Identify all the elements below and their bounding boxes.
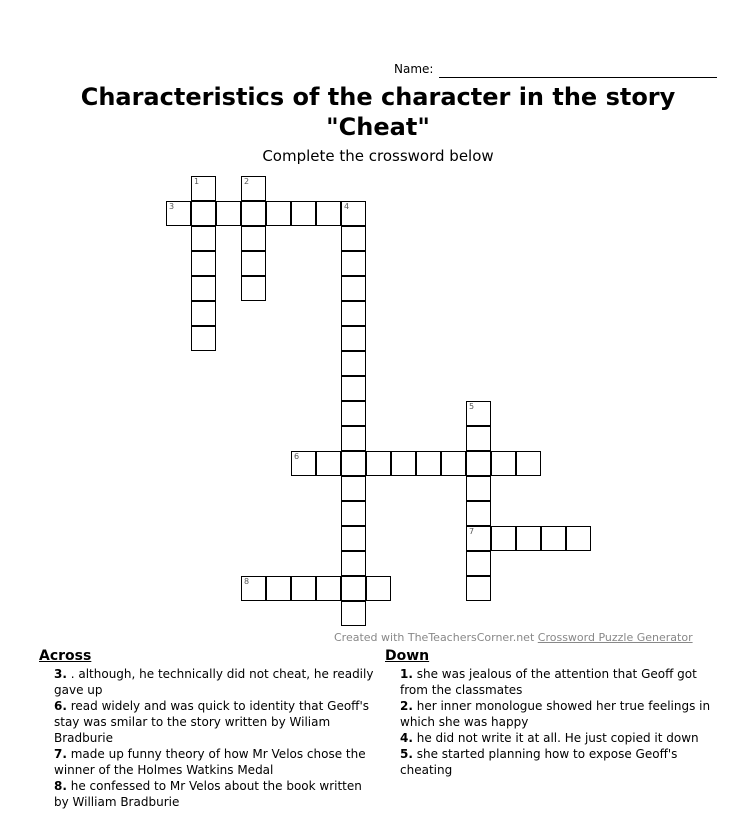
crossword-cell[interactable]	[191, 226, 216, 251]
crossword-cell[interactable]	[341, 201, 366, 226]
cell-number: 7	[469, 527, 475, 536]
clue-text: she started planning how to expose Geoff's cheating	[400, 747, 678, 777]
crossword-cell[interactable]	[291, 201, 316, 226]
crossword-cell[interactable]	[166, 201, 191, 226]
crossword-cell[interactable]	[341, 476, 366, 501]
crossword-cell[interactable]	[241, 201, 266, 226]
crossword-cell[interactable]	[266, 201, 291, 226]
clue-number: 8.	[54, 779, 67, 793]
clue-number: 4.	[400, 731, 413, 745]
clue-text: her inner monologue showed her true feelings in which she was happy	[400, 699, 711, 729]
clue-number: 2.	[400, 699, 413, 713]
page-title: Characteristics of the character in the story "Cheat"	[80, 83, 676, 141]
crossword-cell[interactable]	[341, 426, 366, 451]
cell-number: 1	[194, 177, 200, 186]
crossword-cell[interactable]	[366, 451, 391, 476]
crossword-cell[interactable]	[241, 176, 266, 201]
crossword-cell[interactable]	[466, 426, 491, 451]
crossword-cell[interactable]	[316, 451, 341, 476]
crossword-cell[interactable]	[516, 451, 541, 476]
crossword-cell[interactable]	[441, 451, 466, 476]
clue-number: 6.	[54, 699, 67, 713]
cell-number: 2	[244, 177, 250, 186]
crossword-cell[interactable]	[466, 501, 491, 526]
clue-item	[39, 778, 379, 810]
crossword-cell[interactable]	[341, 401, 366, 426]
crossword-cell[interactable]	[516, 526, 541, 551]
cell-number: 3	[169, 202, 175, 211]
clue-item	[39, 666, 379, 698]
name-label: Name:	[394, 62, 434, 76]
crossword-cell[interactable]	[341, 276, 366, 301]
clue-item	[385, 666, 725, 698]
clue-number: 5.	[400, 747, 413, 761]
page-subtitle: Complete the crossword below	[262, 147, 494, 165]
crossword-cell[interactable]	[491, 526, 516, 551]
crossword-cell[interactable]	[291, 576, 316, 601]
clue-item	[39, 746, 379, 778]
crossword-cell[interactable]	[341, 451, 366, 476]
crossword-cell[interactable]	[466, 551, 491, 576]
crossword-cell[interactable]	[416, 451, 441, 476]
crossword-cell[interactable]	[391, 451, 416, 476]
crossword-cell[interactable]	[341, 301, 366, 326]
crossword-cell[interactable]	[466, 526, 491, 551]
clue-text: she was jealous of the attention that Geoff got from the classmates	[400, 667, 697, 697]
crossword-cell[interactable]	[266, 576, 291, 601]
crossword-cell[interactable]	[191, 301, 216, 326]
clue-text: read widely and was quick to identity that Geoff's stay was smilar to the story written by Wiliam Bradburie	[54, 699, 370, 745]
credit-line	[334, 631, 693, 644]
crossword-cell[interactable]	[341, 251, 366, 276]
crossword-cell[interactable]	[241, 276, 266, 301]
clue-text: he did not write it at all. He just copied it down	[412, 731, 699, 745]
crossword-cell[interactable]	[191, 276, 216, 301]
clue-item	[39, 698, 379, 746]
crossword-cell[interactable]	[241, 226, 266, 251]
clue-item	[385, 698, 725, 730]
crossword-cell[interactable]	[341, 576, 366, 601]
crossword-cell[interactable]	[466, 401, 491, 426]
across-heading: Across	[39, 648, 92, 664]
crossword-cell[interactable]	[341, 551, 366, 576]
crossword-cell[interactable]	[291, 451, 316, 476]
clue-item	[385, 746, 725, 778]
crossword-cell[interactable]	[491, 451, 516, 476]
crossword-cell[interactable]	[191, 326, 216, 351]
crossword-cell[interactable]	[541, 526, 566, 551]
clue-number: 3.	[54, 667, 67, 681]
crossword-cell[interactable]	[191, 251, 216, 276]
crossword-cell[interactable]	[191, 201, 216, 226]
down-heading: Down	[385, 648, 430, 664]
crossword-cell[interactable]	[341, 376, 366, 401]
crossword-cell[interactable]	[191, 176, 216, 201]
crossword-cell[interactable]	[366, 576, 391, 601]
clue-text: . although, he technically did not cheat, he readily gave up	[54, 667, 374, 697]
clue-number: 1.	[400, 667, 413, 681]
crossword-cell[interactable]	[341, 326, 366, 351]
crossword-cell[interactable]	[216, 201, 241, 226]
crossword-cell[interactable]	[341, 526, 366, 551]
cell-number: 8	[244, 577, 250, 586]
cell-number: 6	[294, 452, 300, 461]
clue-number: 7.	[54, 747, 67, 761]
crossword-cell[interactable]	[466, 476, 491, 501]
down-clues	[385, 647, 725, 778]
crossword-cell[interactable]	[341, 501, 366, 526]
crossword-cell[interactable]	[466, 451, 491, 476]
credit-text: Created with TheTeachersCorner.net	[334, 631, 538, 644]
cell-number: 4	[344, 202, 350, 211]
crossword-cell[interactable]	[566, 526, 591, 551]
crossword-cell[interactable]	[341, 351, 366, 376]
cell-number: 5	[469, 402, 475, 411]
crossword-cell[interactable]	[316, 201, 341, 226]
across-clues	[39, 647, 379, 810]
generator-link[interactable]: Crossword Puzzle Generator	[537, 631, 693, 644]
crossword-cell[interactable]	[316, 576, 341, 601]
clue-text: made up funny theory of how Mr Velos chose the winner of the Holmes Watkins Medal	[54, 747, 366, 777]
crossword-cell[interactable]	[341, 226, 366, 251]
clue-item	[385, 730, 725, 746]
crossword-cell[interactable]	[241, 576, 266, 601]
crossword-cell[interactable]	[241, 251, 266, 276]
crossword-cell[interactable]	[466, 576, 491, 601]
crossword-cell[interactable]	[341, 601, 366, 626]
clue-text: he confessed to Mr Velos about the book written by William Bradburie	[54, 779, 362, 809]
